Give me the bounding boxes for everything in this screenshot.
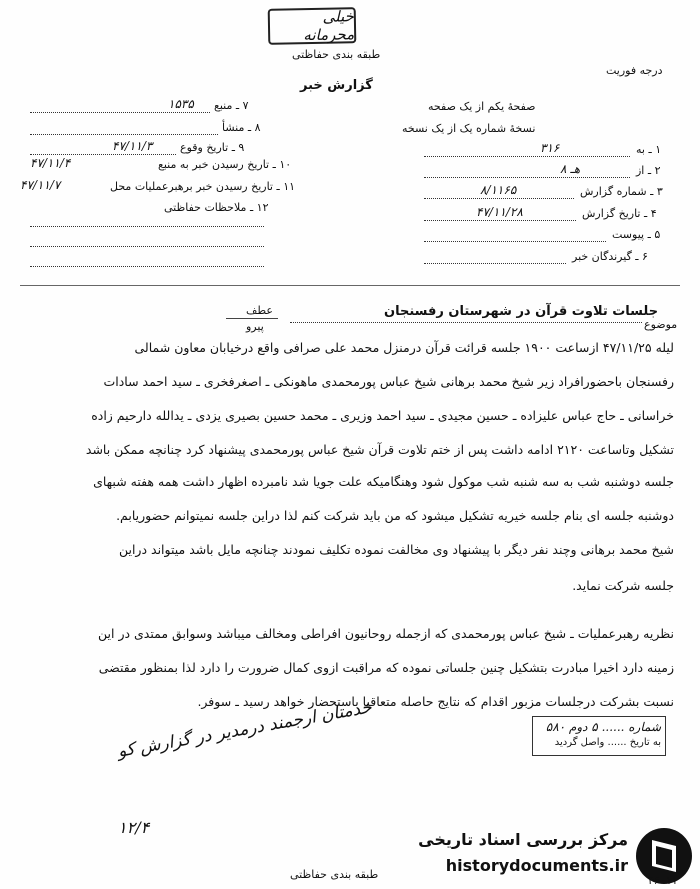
field-value-news-to-ops: ۴۷/۱۱/۷ bbox=[20, 178, 61, 192]
item-label-report-date: ۴ ـ تاریخ گزارش bbox=[582, 207, 657, 220]
classification-top: طبقه بندی حفاظتی bbox=[292, 48, 381, 61]
field-label-event-date: ۹ ـ تاریخ وقوع bbox=[180, 141, 245, 154]
handwritten-number: ۱۲/۴ bbox=[118, 818, 150, 837]
field-label-source: ۷ ـ منبع bbox=[214, 99, 249, 112]
watermark-english: historydocuments.ir bbox=[445, 856, 628, 875]
item-label-from: ۲ ـ از bbox=[636, 164, 661, 177]
dotted-line bbox=[424, 263, 566, 264]
opinion-line: زمینه دارد اخیرا مبادرت بتشکیل چنین جلساتی نموده که مراقبت ازوی کمال ضرورت را دارد لذا بمنظور مقتضی bbox=[98, 660, 674, 675]
opinion-line: نظریه رهبرعملیات ـ شیخ عباس پورمحمدی که ازجمله روحانیون افراطی ومخالف میباشد وسوابق ممتدی در این bbox=[98, 626, 674, 641]
dotted-line bbox=[30, 246, 264, 247]
item-label-recipients: ۶ ـ گیرندگان خبر bbox=[572, 250, 648, 263]
peyro-label: پیرو bbox=[246, 320, 264, 333]
atf-label: عطف bbox=[246, 304, 273, 317]
footer-number: ۴۶۰۱۱ bbox=[648, 874, 678, 887]
body-line: لیله ۴۷/۱۱/۲۵ ازساعت ۱۹۰۰ جلسه قرائت قرآن درمنزل محمد علی صرافی واقع درخیابان معاون شمالی bbox=[134, 340, 674, 355]
dotted-line bbox=[424, 220, 576, 221]
body-line: جلسه شرکت نماید. bbox=[572, 578, 674, 593]
dotted-line bbox=[424, 177, 630, 178]
confidential-stamp: خیلی محرمانه bbox=[268, 7, 357, 45]
page-line: صفحهٔ یکم از یک صفحه bbox=[428, 100, 536, 113]
field-label-news-to-ops: ۱۱ ـ تاریخ رسیدن خبر برهبرعملیات محل bbox=[110, 180, 296, 193]
receipt-stamp-number: شماره ...... ۵ دوم ۵۸۰ bbox=[545, 720, 661, 734]
item-value-report-date: ۴۷/۱۱/۲۸ bbox=[476, 205, 523, 219]
priority-label: درجه فوریت bbox=[606, 64, 663, 77]
subject-text: جلسات تلاوت قرآن در شهرستان رفسنجان bbox=[384, 304, 659, 319]
dotted-line bbox=[424, 241, 606, 242]
dotted-line bbox=[424, 198, 574, 199]
item-value-from: ۸ هـ bbox=[560, 162, 581, 176]
field-value-news-to-source: ۴۷/۱۱/۴ bbox=[30, 156, 71, 170]
item-value-to: ۳۱۶ bbox=[540, 141, 560, 155]
handwritten-note: خدمتان ارجمند درمدیر در گزارش کو bbox=[116, 697, 374, 762]
atf-divider bbox=[226, 318, 278, 319]
dotted-line bbox=[290, 322, 642, 323]
body-line: شیخ محمد برهانی وچند نفر دیگر با پیشنهاد وی مخالفت نموده تکلیف نمودند چنانچه مایل باشد میتواند دراین bbox=[118, 542, 674, 557]
field-label-news-to-source: ۱۰ ـ تاریخ رسیدن خبر به منبع bbox=[158, 158, 292, 171]
form-title: گزارش خبر bbox=[300, 78, 373, 93]
separator-line bbox=[20, 285, 680, 286]
subject-label: موضوع bbox=[644, 318, 678, 331]
body-line: دوشنبه جلسه ای بنام جلسه خیریه تشکیل میشود که من باید شرکت کنم لذا دراین جلسه نمیتوانم حضوریابم. bbox=[116, 508, 674, 523]
body-line: جلسه دوشنبه شب به سه شنبه شب موکول شود وهنگامیکه علت جویا شد نامبرده اظهار داشت همه هفته شبهای bbox=[93, 474, 674, 489]
dotted-line bbox=[30, 154, 176, 155]
watermark-persian: مرکز بررسی اسناد تاریخی bbox=[418, 830, 628, 849]
receipt-stamp-date: به تاریخ ...... واصل گردید bbox=[554, 737, 661, 748]
opinion-line: نسبت بشرکت درجلسات مزبور اقدام که نتایج حاصله متعاقبا باستحضار خواهد رسید ـ سوفر. bbox=[197, 694, 674, 709]
body-line: خراسانی ـ حاج عباس علیزاده ـ حسین مجیدی ـ سید احمد وزیری ـ محمد حسین بصیری یزدی ـ یدالله دارحیم زاده bbox=[91, 408, 674, 423]
body-line: تشکیل وتاساعت ۲۱۲۰ ادامه داشت پس از ختم تلاوت قرآن شیخ عباس پورمحمدی پیشنهاد کرد چنانچه ممکن باشد bbox=[85, 442, 674, 457]
copy-line: نسخهٔ شماره یک از یک نسخه bbox=[402, 122, 536, 135]
field-label-origin: ۸ ـ منشأ bbox=[222, 121, 261, 134]
dotted-line bbox=[30, 112, 210, 113]
item-label-to: ۱ ـ به bbox=[636, 143, 662, 156]
dotted-line bbox=[424, 156, 630, 157]
receipt-stamp bbox=[532, 716, 666, 756]
classification-bottom: طبقه بندی حفاظتی bbox=[290, 868, 379, 881]
item-value-report-no: ۸/۱۱۶۵ bbox=[480, 183, 517, 197]
field-value-source: ۱۵۳۵ bbox=[168, 97, 194, 111]
dotted-line bbox=[30, 134, 218, 135]
dotted-line bbox=[30, 226, 264, 227]
item-label-report-no: ۳ ـ شماره گزارش bbox=[580, 185, 663, 198]
dotted-line bbox=[30, 266, 264, 267]
body-line: رفسنجان باحضورافراد زیر شیخ محمد برهانی شیخ عباس پورمحمدی ماهونکی ـ اصغرفخری ـ سید احمد سادات bbox=[103, 374, 674, 389]
field-label-security-notes: ۱۲ ـ ملاحظات حفاظتی bbox=[164, 201, 269, 214]
field-value-event-date: ۴۷/۱۱/۳ bbox=[112, 139, 153, 153]
item-label-attachment: ۵ ـ پیوست bbox=[612, 228, 661, 241]
